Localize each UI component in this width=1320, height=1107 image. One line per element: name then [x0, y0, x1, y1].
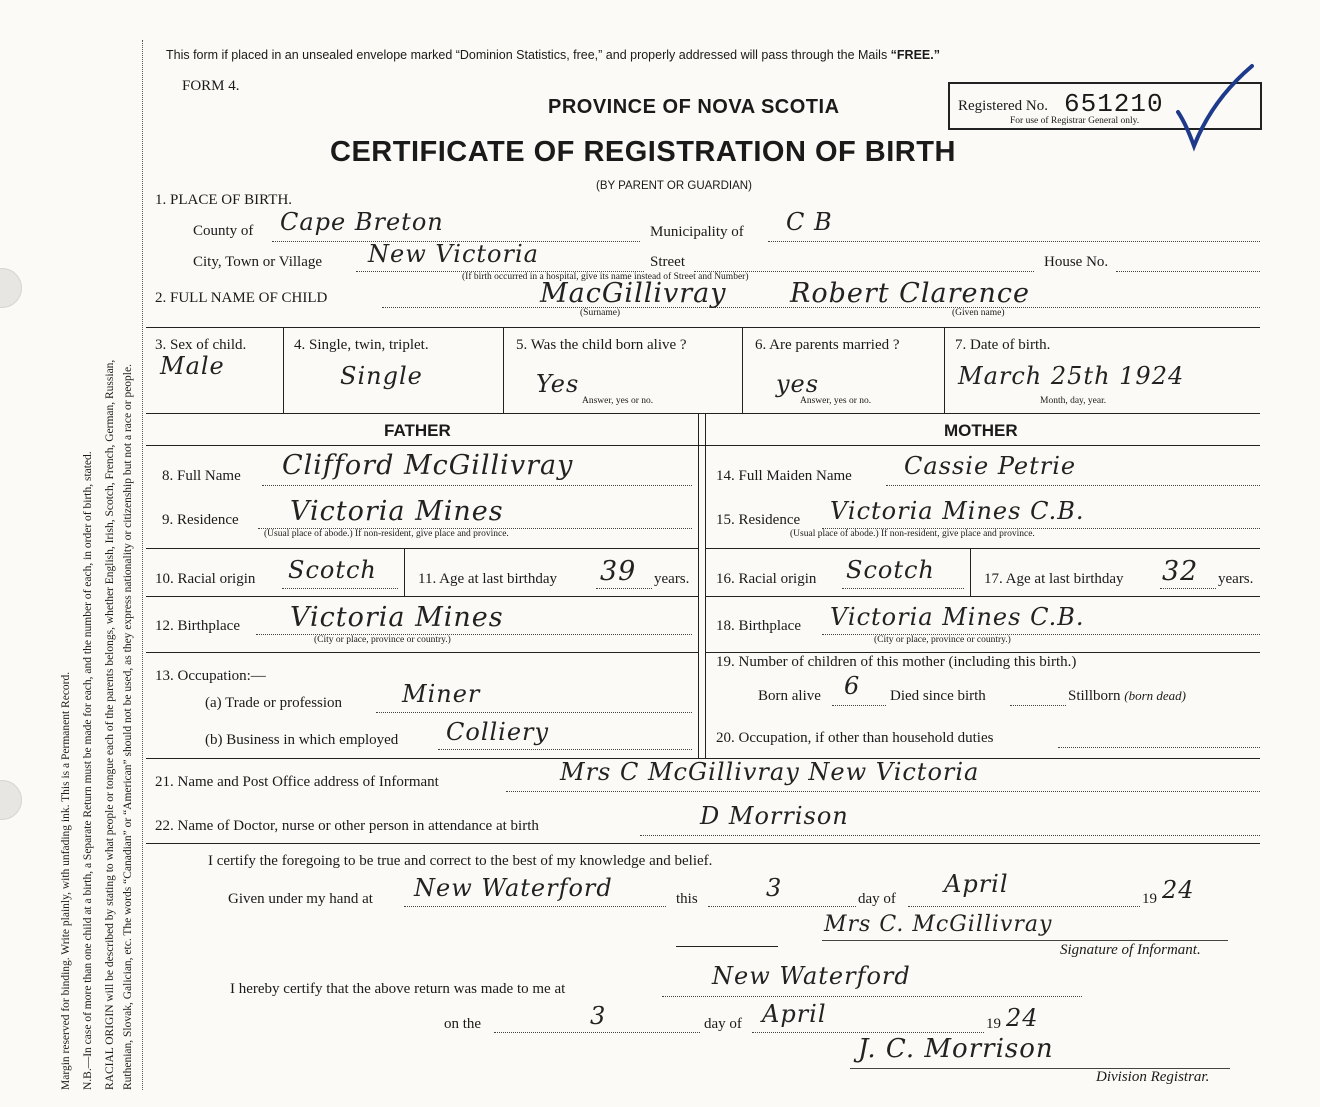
informant-signature-line: [822, 940, 1228, 941]
informant-value: Mrs C McGillivray New Victoria: [560, 758, 980, 786]
father-heading: FATHER: [384, 421, 451, 440]
child-name-label: 2. FULL NAME OF CHILD: [155, 290, 328, 306]
business-value: Colliery: [446, 718, 550, 746]
parents-married-value: yes: [776, 370, 820, 398]
year-prefix: 19: [1142, 891, 1157, 907]
registrar-month-line: [752, 1032, 984, 1033]
rule-above-father-race: [146, 548, 698, 549]
born-alive-count-line: [832, 705, 886, 706]
rule-above-certification: [146, 843, 1260, 844]
registrar-note: For use of Registrar General only.: [1010, 116, 1140, 126]
business-label: (b) Business in which employed: [205, 732, 399, 748]
divider-3-4: [283, 327, 284, 413]
father-birthplace-caption: (City or place, province or country.): [314, 635, 451, 645]
father-race-value: Scotch: [288, 556, 377, 584]
born-alive-count-label: Born alive: [758, 688, 821, 704]
county-value: Cape Breton: [280, 208, 444, 236]
check-mark-icon: [1170, 60, 1260, 152]
given-name-caption: (Given name): [952, 308, 1005, 318]
registered-number: 651210: [1064, 89, 1164, 119]
registrar-signature-caption: Division Registrar.: [1096, 1069, 1210, 1085]
children-count-label: 19. Number of children of this mother (including this birth.): [716, 654, 1077, 670]
margin-binding-note: Margin reserved for binding. Write plainly, with unfading ink. This is a Permanent Record.: [60, 671, 72, 1090]
day-value: 3: [766, 874, 783, 902]
rule-below-sex: [146, 413, 1260, 414]
mother-residence-label: 15. Residence: [716, 512, 801, 528]
rule-below-father-race: [146, 596, 698, 597]
date-of-birth-label: 7. Date of birth.: [955, 337, 1051, 353]
father-race-age-divider: [404, 548, 405, 596]
rule-above-sex: [146, 327, 1260, 328]
street-note: (If birth occurred in a hospital, give its name instead of Street and Number): [462, 272, 749, 282]
day-of-label: day of: [858, 891, 896, 907]
margin-nb-note: N.B.—In case of more than one child at a birth, a Separate Return must be made for each, and the number of each, in order of birth, stated.: [82, 451, 94, 1090]
father-birthplace-value: Victoria Mines: [290, 602, 504, 633]
mother-race-label: 16. Racial origin: [716, 571, 817, 587]
city-value: New Victoria: [368, 240, 539, 268]
rule-below-father-birthplace: [146, 652, 698, 653]
given-place-line: [404, 906, 666, 907]
child-surname-value: MacGillivray: [540, 278, 727, 309]
mother-birthplace-label: 18. Birthplace: [716, 618, 801, 634]
form-number: FORM 4.: [182, 78, 240, 94]
registrar-day-line: [494, 1032, 700, 1033]
house-number-line: [1116, 271, 1260, 272]
day-line: [708, 906, 856, 907]
died-since-birth-line: [1010, 705, 1066, 706]
registrar-year-prefix: 19: [986, 1016, 1001, 1032]
mother-race-age-divider: [970, 548, 971, 596]
informant-signature: Mrs C. McGillivray: [824, 912, 1053, 937]
mother-name-value: Cassie Petrie: [904, 452, 1077, 480]
mother-residence-value: Victoria Mines C.B.: [830, 497, 1085, 525]
given-place-value: New Waterford: [414, 874, 613, 902]
registrar-year-value: 24: [1006, 1004, 1039, 1032]
date-of-birth-value: March 25th 1924: [958, 362, 1185, 390]
municipality-line: [768, 241, 1260, 242]
father-age-label: 11. Age at last birthday: [418, 571, 557, 587]
registrar-signature: J. C. Morrison: [858, 1034, 1054, 1064]
mother-age-label: 17. Age at last birthday: [984, 571, 1124, 587]
doctor-line: [640, 835, 1260, 836]
father-occupation-label: 13. Occupation:—: [155, 668, 266, 684]
plurality-label: 4. Single, twin, triplet.: [294, 337, 429, 353]
mother-age-value: 32: [1162, 556, 1199, 587]
mother-occupation-label: 20. Occupation, if other than household duties: [716, 730, 994, 746]
rule-below-parent-headings: [146, 445, 1260, 446]
parents-married-label: 6. Are parents married ?: [755, 337, 900, 353]
father-name-value: Clifford McGillivray: [282, 450, 574, 481]
father-age-value: 39: [600, 556, 637, 587]
this-label: this: [676, 891, 698, 907]
given-under-hand-label: Given under my hand at: [228, 891, 373, 907]
certify-statement: I certify the foregoing to be true and correct to the best of my knowledge and belief.: [208, 853, 713, 869]
divider-5-6: [742, 327, 743, 413]
rule-below-mother-race: [705, 596, 1260, 597]
mother-name-label: 14. Full Maiden Name: [716, 468, 852, 484]
city-label: City, Town or Village: [193, 254, 323, 270]
father-age-unit: years.: [654, 571, 690, 587]
plurality-value: Single: [340, 362, 423, 390]
born-alive-count-value: 6: [844, 672, 861, 700]
certificate-title: CERTIFICATE OF REGISTRATION OF BIRTH: [330, 136, 956, 168]
registrar-day-of-label: day of: [704, 1016, 742, 1032]
registrar-day-value: 3: [590, 1002, 607, 1030]
mother-age-line: [1160, 588, 1216, 589]
father-name-line: [262, 485, 692, 486]
doctor-value: D Morrison: [700, 802, 849, 830]
house-number-label: House No.: [1044, 254, 1109, 270]
child-given-name-value: Robert Clarence: [790, 278, 1030, 309]
born-alive-caption: Answer, yes or no.: [582, 396, 654, 406]
margin-racial-origin-note-2: Ruthenian, Slovak, Galician, etc. The words “Canadian” or “American” should not be used, as they express nationality or citizenship but not a race or people.: [122, 364, 134, 1090]
year-value: 24: [1162, 876, 1195, 904]
divider-4-5: [503, 327, 504, 413]
short-rule: [676, 946, 778, 947]
father-name-label: 8. Full Name: [162, 468, 241, 484]
date-of-birth-caption: Month, day, year.: [1040, 396, 1107, 406]
municipality-label: Municipality of: [650, 224, 744, 240]
father-birthplace-label: 12. Birthplace: [155, 618, 240, 634]
registered-label: Registered No.: [958, 98, 1048, 114]
municipality-value: C B: [786, 208, 833, 236]
rule-below-mother-birthplace: [705, 652, 1260, 653]
trade-value: Miner: [402, 680, 481, 708]
doctor-label: 22. Name of Doctor, nurse or other person in attendance at birth: [155, 818, 539, 834]
certificate-subtitle: (BY PARENT OR GUARDIAN): [596, 180, 752, 192]
father-mother-divider-2: [705, 413, 706, 758]
margin-racial-origin-note: RACIAL ORIGIN will be described by stating to what people or tongue each of the parents belongs, whether English, Irish, Scotch, French, German, Russian,: [104, 359, 116, 1090]
mother-name-line: [886, 485, 1260, 486]
trade-line: [376, 712, 692, 713]
month-value: April: [944, 870, 1009, 898]
died-since-birth-label: Died since birth: [890, 688, 986, 704]
father-residence-caption: (Usual place of abode.) If non-resident, give place and province.: [264, 529, 509, 539]
on-the-label: on the: [444, 1016, 482, 1032]
binding-hole-top: [0, 268, 22, 308]
place-of-birth-heading: 1. PLACE OF BIRTH.: [155, 192, 293, 208]
month-line: [908, 906, 1140, 907]
parents-married-caption: Answer, yes or no.: [800, 396, 872, 406]
province-heading: PROVINCE OF NOVA SCOTIA: [548, 96, 840, 118]
father-mother-divider: [698, 413, 699, 758]
surname-caption: (Surname): [580, 308, 621, 318]
mother-birthplace-value: Victoria Mines C.B.: [830, 603, 1085, 631]
informant-line: [506, 791, 1260, 792]
form-left-border: [142, 40, 144, 1090]
father-residence-value: Victoria Mines: [290, 496, 504, 527]
father-race-label: 10. Racial origin: [155, 571, 256, 587]
mail-notice: This form if placed in an unsealed envelope marked “Dominion Statistics, free,” and properly addressed will pass through the Mails “FREE.”: [166, 48, 940, 62]
sex-label: 3. Sex of child.: [155, 337, 247, 353]
business-line: [438, 749, 692, 750]
stillborn-note: (born dead): [1124, 688, 1187, 703]
father-residence-label: 9. Residence: [162, 512, 239, 528]
mother-occupation-line: [1058, 747, 1260, 748]
informant-signature-caption: Signature of Informant.: [1060, 942, 1201, 958]
street-label: Street: [650, 254, 685, 270]
informant-label: 21. Name and Post Office address of Informant: [155, 774, 439, 790]
registrar-place-line: [662, 996, 1082, 997]
sex-value: Male: [160, 352, 225, 380]
county-label: County of: [193, 223, 254, 239]
binding-hole-bottom: [0, 780, 22, 820]
registrar-month-value: April: [762, 1000, 827, 1028]
father-age-line: [596, 588, 652, 589]
divider-6-7: [944, 327, 945, 413]
mother-age-unit: years.: [1218, 571, 1254, 587]
registrar-statement: I hereby certify that the above return was made to me at: [230, 981, 566, 997]
mother-race-value: Scotch: [846, 556, 935, 584]
registrar-place-value: New Waterford: [712, 962, 911, 990]
born-alive-label: 5. Was the child born alive ?: [516, 337, 687, 353]
born-alive-value: Yes: [536, 370, 580, 398]
mother-race-line: [842, 588, 964, 589]
mother-residence-caption: (Usual place of abode.) If non-resident, give place and province.: [790, 529, 1035, 539]
father-race-line: [282, 588, 398, 589]
rule-above-mother-race: [705, 548, 1260, 549]
stillborn-label: Stillborn (born dead): [1068, 688, 1187, 704]
mother-birthplace-caption: (City or place, province or country.): [874, 635, 1011, 645]
trade-label: (a) Trade or profession: [205, 695, 343, 711]
mother-heading: MOTHER: [944, 421, 1018, 440]
